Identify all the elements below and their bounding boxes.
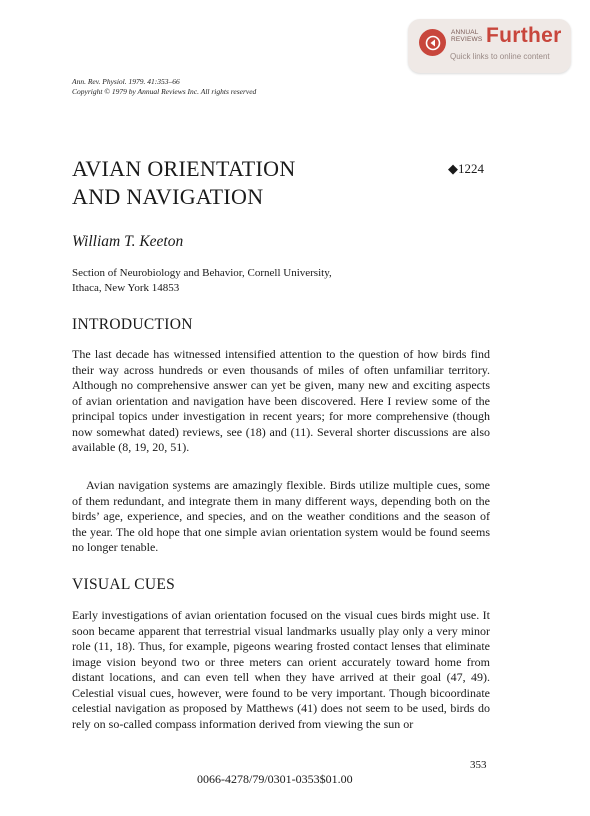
journal-citation [72,77,256,97]
annual-reviews-logo-icon [419,29,446,56]
citation-line2: Copyright © 1979 by Annual Reviews Inc. All rights reserved [72,87,257,96]
introduction-paragraph-1: The last decade has witnessed intensified attention to the question of how birds find their way across hundreds or even thousands of miles of often unfamiliar territory. Although no comprehensive answer can yet be given, many new and exciting aspects of avian orientation and navigation have been discovered. Here I review some of the principal topics under investigation in recent years; for more comprehensive (though now somewhat dated) reviews, see (18) and (11). Several shorter discussions are also available (8, 19, 20, 51). [72,347,490,454]
citation-line1: Ann. Rev. Physiol. 1979. 41:353–66 [72,77,180,86]
banner-subtitle: Quick links to online content [450,52,550,61]
further-banner[interactable] [408,19,571,73]
banner-publisher-line1: ANNUAL [451,29,479,36]
page-number: 353 [470,759,487,771]
article-code: ◆1224 [448,161,484,176]
price-code: 0066-4278/79/0301-0353$01.00 [197,772,353,786]
banner-publisher [451,29,482,43]
title-line2: AND NAVIGATION [72,184,264,209]
affiliation-line1: Section of Neurobiology and Behavior, Cornell University, [72,267,332,279]
title-line1: AVIAN ORIENTATION [72,156,296,181]
visual-cues-heading: VISUAL CUES [72,576,176,593]
introduction-heading: INTRODUCTION [72,316,193,333]
author-name: William T. Keeton [72,233,184,250]
banner-publisher-line2: REVIEWS [451,36,483,43]
article-title [72,155,452,211]
visual-cues-paragraph-1: Early investigations of avian orientation focused on the visual cues birds might use. It soon became apparent that terrestrial visual landmarks usually play only a very minor role (11, 18). Thus, for example, pigeons wearing frosted contact lenses that eliminate image vision beyond two or three meters can orient accurately toward home from distant locations, and can even tell when they have arrived at their goal (47, 49). Celestial visual cues, however, were found to be very important. Though bicoordinate celestial navigation as proposed by Matthews (41) does not seem to be used, birds do rely on so-called compass information derived from viewing the sun or [72,608,490,731]
introduction-paragraph-2: Avian navigation systems are amazingly flexible. Birds utilize multiple cues, some of them redundant, and integrate them in many different ways, depending both on the birds’ age, experience, and species, and on the weather conditions and the season of the year. The old hope that one simple avian orientation system would be found seems no longer tenable. [72,478,490,554]
banner-brand: Further [486,24,562,47]
affiliation-line2: Ithaca, New York 14853 [72,282,180,294]
author-affiliation [72,266,492,296]
